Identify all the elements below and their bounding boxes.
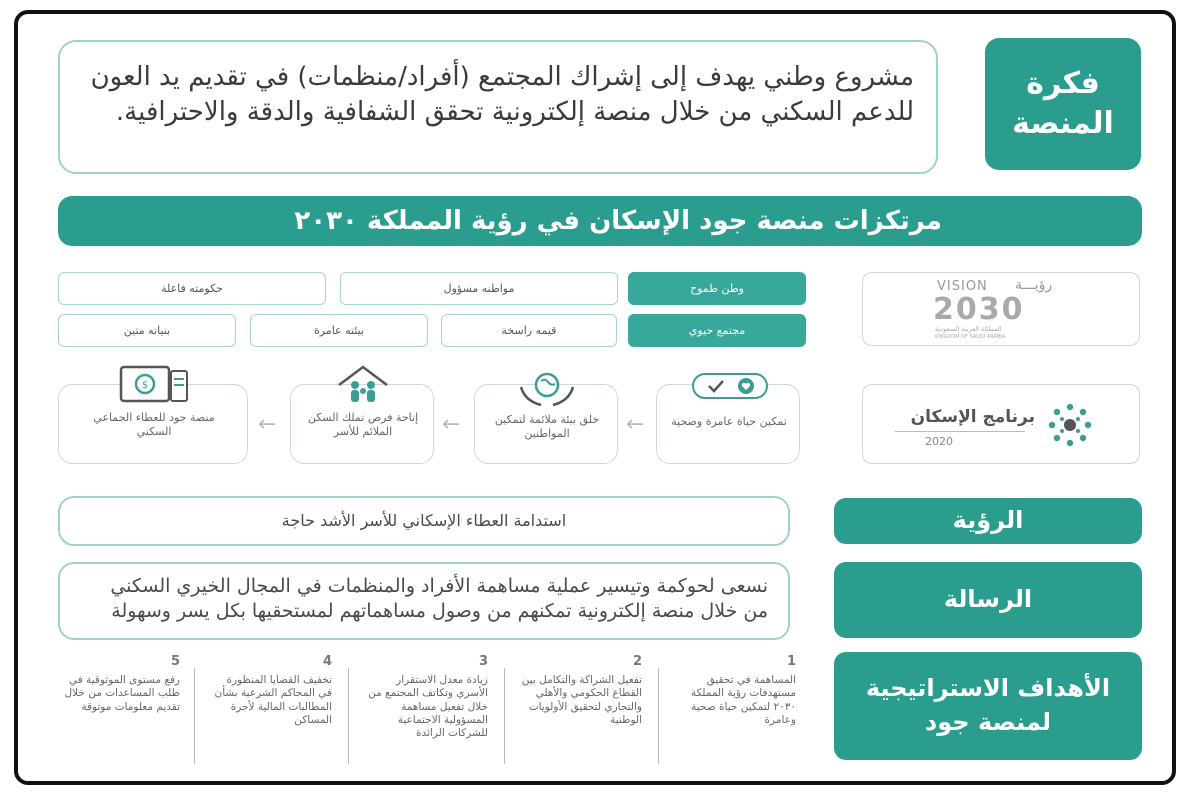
housing-program-name: برنامج الإسكان: [910, 407, 1035, 427]
housing-program-logo: [862, 384, 1140, 464]
flow-card-4: [58, 380, 248, 464]
health-check-icon: [691, 371, 769, 401]
goal-2-number: 2: [632, 654, 642, 669]
vision-2030-logo: [862, 272, 1140, 346]
goal-1: [674, 654, 796, 727]
goal-5-number: 5: [170, 654, 180, 669]
vision-tag: الرؤية: [834, 498, 1142, 544]
goal-3-number: 3: [478, 654, 488, 669]
vision-arabic: رؤيـــة: [1015, 277, 1053, 293]
goal-2-text: تفعيل الشراكة والتكامل بين القطاع الحكومي والأهلي والتجاري لتحقيق الأولويات الوطنية: [521, 674, 642, 726]
goal-divider-4: [194, 668, 195, 764]
goal-1-number: 1: [786, 654, 796, 669]
flow-arrow-3: ←: [258, 412, 277, 437]
goals-tag: الأهداف الاستراتيجية لمنصة جود: [834, 652, 1142, 760]
pill-responsible-citizen: مواطنه مسؤول: [340, 272, 618, 305]
pillars-title: مرتكزات منصة جود الإسكان في رؤية المملكة ٢٠٣٠: [294, 206, 942, 236]
goal-divider-1: [658, 668, 659, 764]
mission-text: نسعى لحوكمة وتيسير عملية مساهمة الأفراد والمنظمات في المجال الخيري السكني من خلال منصة إلكترونية تمكنهم من وصول مساهماتهم لمستحقيها بكل يسر وسهولة: [58, 562, 790, 640]
goal-4: [210, 654, 332, 727]
svg-text:$: $: [141, 380, 149, 391]
flow-card-4-text: منصة جود للعطاء الجماعي السكني: [93, 411, 215, 439]
flow-card-3: [290, 384, 434, 464]
goal-4-text: تخفيف القضايا المنظورة في المحاكم الشرعية بشأن المطالبات المالية لأجرة المساكن: [214, 674, 332, 726]
pill-thriving-environment: بيئته عامرة: [250, 314, 428, 347]
flow-card-2-text: خلق بيئة ملائمة لتمكين المواطنين: [494, 413, 600, 441]
goal-4-number: 4: [322, 654, 332, 669]
flow-card-1-text: تمكين حياة عامرة وصحية: [671, 415, 787, 428]
goal-divider-2: [504, 668, 505, 764]
pillars-title-bar: [58, 196, 1142, 246]
vision-text-box: [58, 496, 790, 546]
flow-arrow-1: ←: [626, 412, 645, 437]
pill-strong-foundation: بنيانه متين: [58, 314, 236, 347]
mission-tag: الرسالة: [834, 562, 1142, 638]
flow-arrow-2: ←: [442, 412, 461, 437]
pill-vibrant-society: مجتمع حيوي: [628, 314, 806, 347]
goal-2: [520, 654, 642, 727]
goal-3-text: زيادة معدل الاستقرار الأسري وتكاتف المجتمع من خلال تفعيل مساهمة المسؤولية الاجتماعية للشركات الرائدة: [368, 674, 488, 739]
donation-device-icon: [117, 363, 191, 407]
pill-effective-government: حكومته فاعلة: [58, 272, 326, 305]
idea-text: مشروع وطني يهدف إلى إشراك المجتمع (أفراد/منظمات) في تقديم يد العون للدعم السكني من خلال منصة إلكترونية تحقق الشفافية والدقة والاحترافية.: [58, 40, 938, 174]
vision-kingdom-ar: المملكة العربية السعودية: [935, 325, 1002, 333]
goal-1-text: المساهمة في تحقيق مستهدفات رؤية المملكة ٢٠٣٠ لتمكين حياة صحية وعامرة: [690, 674, 796, 726]
housing-program-year: 2020: [925, 435, 953, 448]
pill-deep-values: قيمه راسخة: [441, 314, 617, 347]
housing-emblem-icon: [1041, 399, 1099, 451]
flow-card-2: [474, 384, 618, 464]
goal-5-text: رفع مستوى الموثوقية في طلب المساعدات من خلال تقديم معلومات موثوقة: [64, 674, 180, 713]
goal-divider-3: [348, 668, 349, 764]
flow-card-1: [656, 384, 800, 464]
pill-ambitious-nation: وطن طموح: [628, 272, 806, 305]
flow-card-3-text: إتاحة فرص تملك السكن الملائم للأسر: [307, 411, 419, 439]
goal-5: [58, 654, 180, 714]
idea-tag: فكرة المنصة: [985, 38, 1141, 170]
goal-3: [366, 654, 488, 740]
hands-globe-icon: [515, 371, 579, 409]
family-home-icon: [333, 363, 393, 407]
vision-year: 2030: [933, 292, 1025, 327]
vision-text: استدامة العطاء الإسكاني للأسر الأشد حاجة: [281, 510, 567, 530]
vision-kingdom-en: KINGDOM OF SAUDI ARABIA: [935, 334, 1006, 340]
housing-divider: [895, 431, 1025, 432]
vision-english: VISION: [937, 279, 988, 294]
